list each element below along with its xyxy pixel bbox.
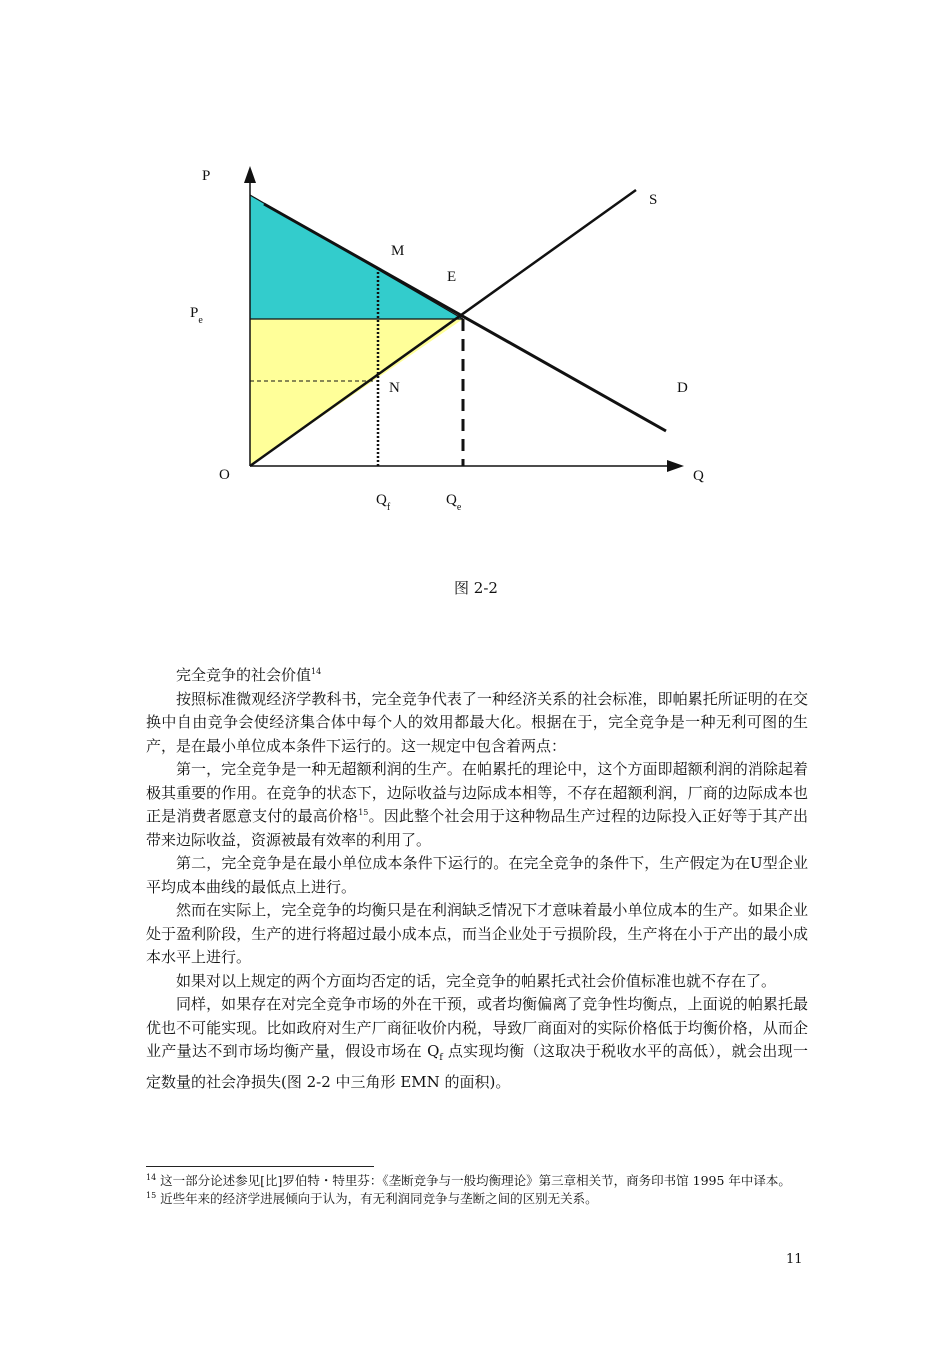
paragraph-3: 第二，完全竞争是在最小单位成本条件下运行的。在完全竞争的条件下，生产假定为在U型企业平均成本曲线的最低点上进行。 — [146, 854, 808, 896]
footnote-ref-15: 15 — [358, 808, 369, 817]
label-d: D — [677, 380, 688, 396]
p-axis-arrow — [244, 166, 256, 183]
page-number: 11 — [786, 1252, 803, 1267]
paragraph-5: 如果对以上规定的两个方面均否定的话，完全竞争的帕累托式社会价值标准也就不存在了。 — [176, 971, 777, 990]
paragraph-4: 然而在实际上，完全竞争的均衡只是在利润缺乏情况下才意味着最小单位成本的生产。如果企业处于盈利阶段，生产的进行将超过最小成本点，而当企业处于亏损阶段，生产将在小于产出的最小成本水平上进行。 — [146, 901, 808, 966]
label-n: N — [389, 380, 400, 396]
footnote-separator — [146, 1166, 374, 1167]
label-e: E — [447, 269, 457, 285]
figure-caption: 图 2-2 — [454, 579, 498, 597]
footnote-15: $^{15}$ 近些年来的经济学进展倾向于认为，有无利润同竞争与垄断之间的区别无关系。 — [146, 1190, 598, 1206]
footnote-ref-14: 14 — [311, 667, 322, 676]
section-heading: 完全竞争的社会价值$^{14}$ — [176, 666, 322, 684]
label-q: Q — [693, 468, 704, 484]
paragraph-1: 按照标准微观经济学教科书，完全竞争代表了一种经济关系的社会标准，即帕累托所证明的在交换中自由竞争会使经济集合体中每个人的效用都最大化。根据在于，完全竞争是一种无利可图的生产，是在最小单位成本条件下运行的。这一规定中包含着两点： — [146, 689, 808, 755]
footnotes — [146, 1172, 808, 1208]
footnote-14: $^{14}$ 这一部分论述参见[比]罗伯特・特里芬：《垄断竞争与一般均衡理论》第三章相关节，商务印书馆 1995 年中译本。 — [146, 1172, 791, 1188]
label-qe: $Q_e$ — [446, 492, 462, 513]
paragraph-6: 同样，如果存在对完全竞争市场的外在干预，或者均衡偏离了竞争性均衡点，上面说的帕累托最优也不可能实现。比如政府对生产厂商征收价内税，导致厂商面对的实际价格低于均衡价格，从而企业产量达不到市场均衡产量，假设市场在 $Q_f$ 点实现均衡（这取决于税收水平的高低），就会出现一定数量的社会净损失(图 2-2 中三角形 EMN 的面积)。 — [146, 995, 808, 1091]
label-p: P — [202, 168, 211, 184]
paragraph-2: 第一，完全竞争是一种无超额利润的生产。在帕累托的理论中，这个方面即超额利润的消除起着极其重要的作用。在竞争的状态下，边际收益与边际成本相等，不存在超额利润，厂商的边际成本也正是消费者愿意支付的最高价格$^{15}$。因此整个社会用于这种物品生产过程的边际投入正好等于其产出带来边际收益，资源被最有效率的利用了。 — [146, 760, 808, 849]
q-axis-arrow — [667, 460, 684, 472]
body-text — [146, 664, 808, 1094]
label-pe: $P_e$ — [190, 305, 203, 326]
label-o: O — [219, 467, 230, 483]
label-s: S — [649, 192, 658, 208]
label-m: M — [391, 243, 405, 259]
label-qf: $Q_f$ — [376, 492, 391, 513]
supply-demand-figure — [0, 0, 952, 640]
